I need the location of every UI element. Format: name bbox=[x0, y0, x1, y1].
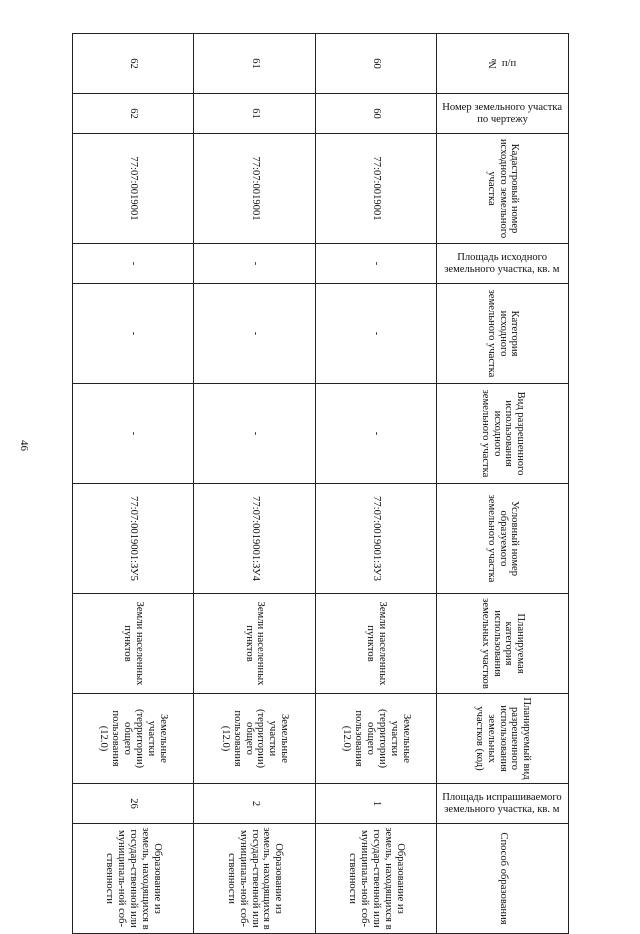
table-row bbox=[315, 34, 436, 934]
header-planned-use: Планируемый вид разрешенного использования земельных участков (код) bbox=[437, 694, 569, 784]
cell-formation-method: Образование из земель, находящихся в государ-ственной или муниципаль-ной соб-ственности bbox=[315, 824, 436, 934]
rotated-table-area bbox=[72, 33, 569, 930]
cell-num: 62 bbox=[73, 34, 194, 94]
table-row bbox=[73, 34, 194, 934]
header-row bbox=[437, 34, 569, 934]
header-source-category: Категория исходного земельного участка bbox=[437, 284, 569, 384]
cell-source-use: - bbox=[315, 384, 436, 484]
cell-requested-area: 2 bbox=[194, 784, 315, 824]
cell-planned-use: Земельные участки (территории) общего пользования (12.0) bbox=[315, 694, 436, 784]
cell-conditional-number: 77:07:0019001:ЗУ5 bbox=[73, 484, 194, 594]
page-number: 46 bbox=[18, 440, 30, 451]
header-num: № п/п bbox=[437, 34, 569, 94]
header-source-use: Вид разрешенного использования исходного земельного участка bbox=[437, 384, 569, 484]
header-conditional-number: Условный номер образуемого земельного участка bbox=[437, 484, 569, 594]
land-plots-table bbox=[72, 33, 569, 934]
cell-conditional-number: 77:07:0019001:ЗУ4 bbox=[194, 484, 315, 594]
cell-planned-category: Земли населенных пунктов bbox=[73, 594, 194, 694]
cell-source-category: - bbox=[194, 284, 315, 384]
cell-cadastral-number: 77:07:0019001 bbox=[73, 134, 194, 244]
cell-formation-method: Образование из земель, находящихся в государ-ственной или муниципаль-ной соб-ственности bbox=[194, 824, 315, 934]
cell-planned-category: Земли населенных пунктов bbox=[315, 594, 436, 694]
cell-source-use: - bbox=[194, 384, 315, 484]
cell-requested-area: 1 bbox=[315, 784, 436, 824]
cell-cadastral-number: 77:07:0019001 bbox=[194, 134, 315, 244]
table-row bbox=[194, 34, 315, 934]
cell-source-use: - bbox=[73, 384, 194, 484]
cell-source-category: - bbox=[315, 284, 436, 384]
cell-planned-use: Земельные участки (территории) общего пользования (12.0) bbox=[73, 694, 194, 784]
header-cadastral-number: Кадастровый номер исходного земельного участка bbox=[437, 134, 569, 244]
header-plot-number: Номер земельного участка по чертежу bbox=[437, 94, 569, 134]
cell-source-category: - bbox=[73, 284, 194, 384]
cell-num: 61 bbox=[194, 34, 315, 94]
cell-plot-number: 60 bbox=[315, 94, 436, 134]
cell-source-area: - bbox=[315, 244, 436, 284]
header-requested-area: Площадь испрашиваемого земельного участка, кв. м bbox=[437, 784, 569, 824]
header-formation-method: Способ образования bbox=[437, 824, 569, 934]
cell-planned-use: Земельные участки (территории) общего пользования (12.0) bbox=[194, 694, 315, 784]
cell-source-area: - bbox=[73, 244, 194, 284]
cell-plot-number: 62 bbox=[73, 94, 194, 134]
cell-requested-area: 26 bbox=[73, 784, 194, 824]
header-source-area: Площадь исходного земельного участка, кв. м bbox=[437, 244, 569, 284]
header-planned-category: Планируемая категория использования земельных участков bbox=[437, 594, 569, 694]
cell-planned-category: Земли населенных пунктов bbox=[194, 594, 315, 694]
cell-cadastral-number: 77:07:0019001 bbox=[315, 134, 436, 244]
cell-formation-method: Образование из земель, находящихся в государ-ственной или муниципаль-ной соб-ственности bbox=[73, 824, 194, 934]
cell-conditional-number: 77:07:0019001:ЗУ3 bbox=[315, 484, 436, 594]
cell-num: 60 bbox=[315, 34, 436, 94]
cell-plot-number: 61 bbox=[194, 94, 315, 134]
cell-source-area: - bbox=[194, 244, 315, 284]
